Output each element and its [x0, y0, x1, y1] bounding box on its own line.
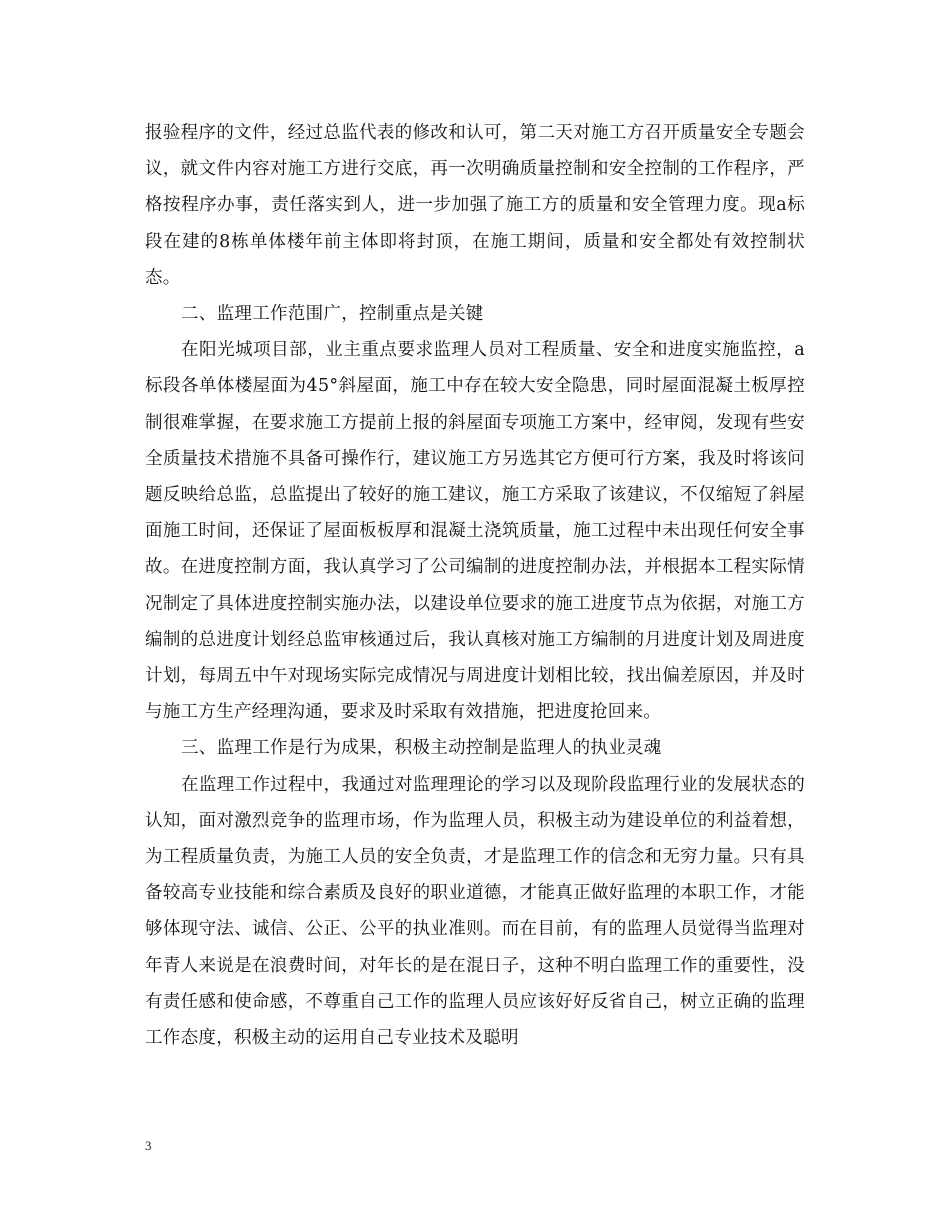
- section-heading-2: 二、监理工作范围广，控制重点是关键: [181, 304, 484, 325]
- paragraph-section-3: 在监理工作过程中，我通过对监理理论的学习以及现阶段监理行业的发展状态的认知，面对激烈竞争的监理市场，作为监理人员，积极主动为建设单位的利益着想，为工程质量负责，为施工人员的安全负责，才是监理工作的信念和无穷力量。只有具备较高专业技能和综合素质及良好的职业道德，才能真正做好监理的本职工作，才能够体现守法、诚信、公正、公平的执业准则。而在目前，有的监理人员觉得当监理对年青人来说是在浪费时间，对年长的是在混日子，这种不明白监理工作的重要性，没有责任感和使命感，不尊重自己工作的监理人员应该好好反省自己，树立正确的监理工作态度，积极主动的运用自己专业技术及聪明: [145, 774, 805, 1049]
- paragraph-continuation: 报验程序的文件，经过总监代表的修改和认可，第二天对施工方召开质量安全专题会议，就文件内容对施工方进行交底，再一次明确质量控制和安全控制的工作程序，严格按程序办事，责任落实到人，进一步加强了施工方的质量和安全管理力度。现a标段在建的8栋单体楼年前主体即将封顶，在施工期间，质量和安全都处有效控制状态。: [145, 123, 805, 288]
- section-heading-3: 三、监理工作是行为成果，积极主动控制是监理人的执业灵魂: [181, 738, 662, 759]
- document-body: [145, 115, 805, 1056]
- page-number: 3: [145, 1138, 152, 1153]
- paragraph-section-2: 在阳光城项目部，业主重点要求监理人员对工程质量、安全和进度实施监控，a标段各单体楼屋面为45°斜屋面，施工中存在较大安全隐患，同时屋面混凝土板厚控制很难掌握，在要求施工方提前上报的斜屋面专项施工方案中，经审阅，发现有些安全质量技术措施不具备可操作行，建议施工方另选其它方便可行方案，我及时将该问题反映给总监，总监提出了较好的施工建议，施工方采取了该建议，不仅缩短了斜屋面施工时间，还保证了屋面板板厚和混凝土浇筑质量，施工过程中未出现任何安全事故。在进度控制方面，我认真学习了公司编制的进度控制办法，并根据本工程实际情况制定了具体进度控制实施办法，以建设单位要求的施工进度节点为依据，对施工方编制的总进度计划经总监审核通过后，我认真核对施工方编制的月进度计划及周进度计划，每周五中午对现场实际完成情况与周进度计划相比较，找出偏差原因，并及时与施工方生产经理沟通，要求及时采取有效措施，把进度抢回来。: [145, 340, 805, 723]
